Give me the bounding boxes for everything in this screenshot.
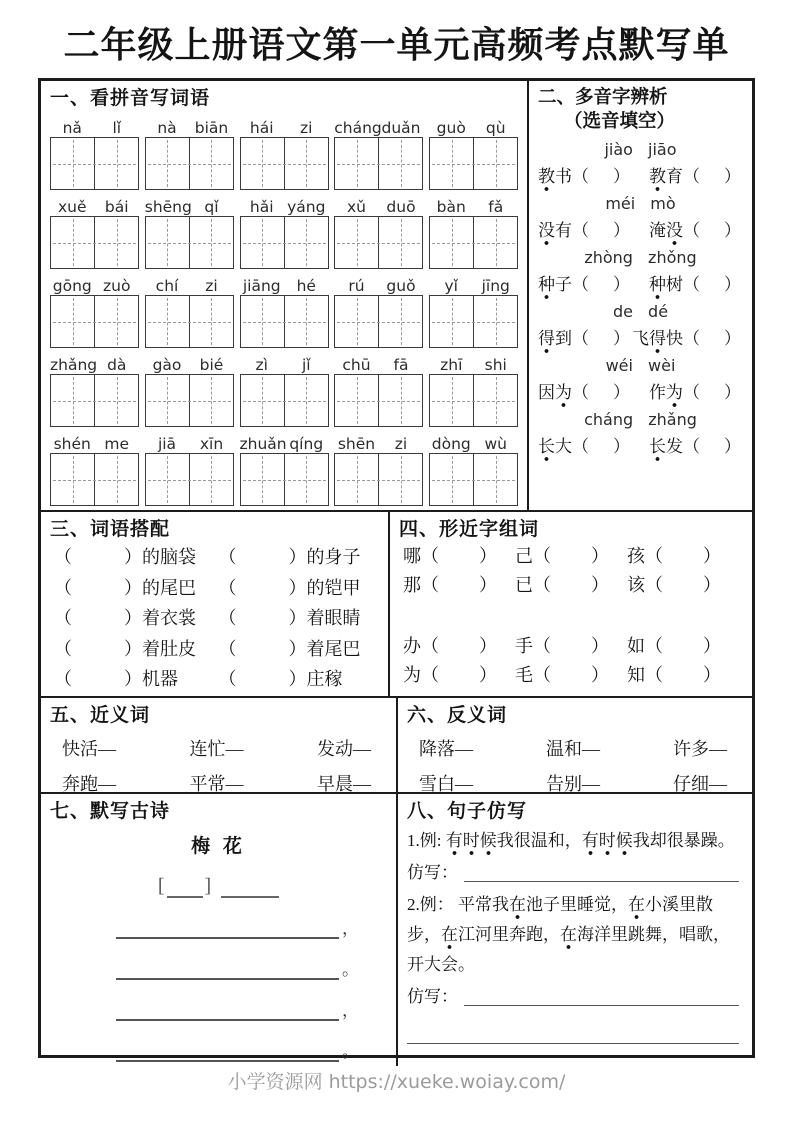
char-blank: 如 （ ）: [627, 636, 721, 656]
word-item: 仔细—: [673, 774, 727, 794]
word-item: 早晨—: [317, 774, 371, 794]
pinyin-word: [429, 112, 518, 190]
char-blank: 为 （ ）: [403, 665, 497, 685]
pinyin-word: [50, 349, 139, 427]
pinyin-word: [145, 428, 234, 506]
word-blank: 飞得快 （ ）: [632, 327, 741, 350]
writing-grid[interactable]: [145, 295, 234, 348]
word-blank: 因为 （ ）: [538, 381, 630, 404]
section-antonyms: [398, 698, 752, 792]
char-blank: 已 （ ）: [515, 575, 609, 595]
polyphonic-pair: [538, 219, 743, 242]
pinyin-row: [50, 112, 518, 190]
pronunciation-options: jiào jiāo: [604, 140, 677, 159]
writing-grid[interactable]: [429, 295, 518, 348]
char-blank: 那 （ ）: [403, 575, 497, 595]
pinyin-syllable: xuě: [57, 198, 87, 216]
row-sections-1-2: [41, 81, 752, 512]
pinyin-syllable: chū: [342, 356, 371, 374]
pinyin-syllable: bàn: [436, 198, 466, 216]
section2-subheading: （选音填空）: [564, 112, 676, 132]
poem-author-line: [50, 874, 387, 898]
pinyin-word: [334, 191, 423, 269]
writing-grid[interactable]: [429, 453, 518, 506]
matching-right-column: [215, 542, 380, 695]
writing-grid[interactable]: [334, 453, 423, 506]
author-name-blank[interactable]: [221, 880, 279, 898]
word-blank: 得到 （ ）: [538, 327, 630, 350]
pinyin-row: [50, 270, 518, 348]
pinyin-syllable: shi: [484, 356, 507, 374]
pinyin-syllable: yáng: [287, 198, 326, 216]
pronunciation-options: zhòng zhǒng: [584, 248, 697, 267]
pinyin-syllable: lǐ: [112, 119, 122, 137]
pinyin-syllable: zhuǎn: [239, 435, 287, 453]
writing-grid[interactable]: [50, 374, 139, 427]
pinyin-syllable: jīng: [481, 277, 510, 295]
poem-line-blank[interactable]: [116, 1052, 339, 1062]
bracket-open: [: [157, 875, 165, 897]
word-blank: 作为 （ ）: [649, 381, 741, 404]
word-item: 许多—: [673, 739, 727, 759]
writing-grid[interactable]: [50, 216, 139, 269]
pinyin-word: [50, 428, 139, 506]
poem-line: ，: [116, 980, 359, 1021]
section-sentence-imitation: [398, 794, 752, 1066]
pinyin-syllable: cháng: [334, 119, 382, 137]
writing-grid[interactable]: [240, 137, 329, 190]
poem-line: 。: [116, 939, 359, 980]
matching-item: （ ） 庄稼: [218, 669, 343, 689]
word-item: 奔跑—: [62, 774, 116, 794]
pinyin-syllable: guò: [436, 119, 466, 137]
pinyin-word: [145, 112, 234, 190]
section-polyphonic: [529, 81, 752, 510]
pinyin-syllable: fā: [393, 356, 409, 374]
similar-char-row: [399, 571, 743, 600]
writing-grid[interactable]: [145, 137, 234, 190]
pinyin-word: [240, 191, 329, 269]
section5-heading: 五、近义词: [50, 705, 151, 726]
pinyin-row: [50, 428, 518, 506]
imitation-extra-blank[interactable]: [407, 1018, 739, 1044]
polyphonic-pair: [538, 381, 743, 404]
word-blank: 没有 （ ）: [538, 219, 630, 242]
section1-heading: 一、看拼音写词语: [50, 88, 211, 109]
pinyin-syllable: zi: [300, 119, 313, 137]
pronunciation-options: wéi wèi: [605, 356, 676, 375]
poem-line: 。: [116, 1021, 359, 1062]
pinyin-syllable: bái: [104, 198, 129, 216]
writing-grid[interactable]: [429, 137, 518, 190]
word-blank: 长大 （ ）: [538, 435, 630, 458]
pinyin-syllable: guǒ: [386, 277, 416, 295]
pinyin-word: [145, 349, 234, 427]
pinyin-word: [334, 428, 423, 506]
pinyin-word: [145, 191, 234, 269]
pinyin-syllable: zuò: [103, 277, 131, 295]
pinyin-syllable: qù: [485, 119, 506, 137]
matching-item: （ ） 着眼睛: [218, 608, 361, 628]
pinyin-word: [240, 112, 329, 190]
char-blank: 手 （ ）: [515, 636, 609, 656]
word-blank: 长发 （ ）: [649, 435, 741, 458]
polyphonic-pair: [538, 273, 743, 296]
pinyin-syllable: qǐ: [204, 198, 219, 216]
pinyin-syllable: nà: [157, 119, 177, 137]
section-similar-characters: [390, 512, 752, 696]
writing-grid[interactable]: [145, 374, 234, 427]
matching-left-column: [50, 542, 215, 695]
pinyin-syllable: qíng: [289, 435, 324, 453]
row-sections-5-6: [41, 698, 752, 794]
matching-item: （ ） 的尾巴: [54, 577, 196, 598]
pinyin-word: [334, 112, 423, 190]
imitation-line-1: 仿写：: [407, 858, 743, 888]
section-word-matching: [41, 512, 390, 696]
pinyin-word: [429, 191, 518, 269]
similar-char-row: [399, 542, 743, 571]
antonym-row: [407, 735, 743, 763]
bracket-close: ]: [204, 875, 212, 897]
pinyin-syllable: duō: [386, 198, 416, 216]
pronunciation-options: de dé: [612, 302, 669, 321]
pinyin-syllable: shén: [53, 435, 91, 453]
pinyin-word: [50, 191, 139, 269]
writing-grid[interactable]: [240, 295, 329, 348]
matching-item: （ ） 着衣裳: [54, 608, 196, 628]
word-item: 降落—: [419, 739, 473, 759]
similar-char-row: [399, 661, 743, 690]
polyphonic-pair: [538, 327, 743, 350]
poem-title: 梅 花: [191, 836, 246, 857]
section-synonyms: [41, 698, 398, 792]
pinyin-syllable: wù: [484, 435, 507, 453]
poem-line-blank[interactable]: [116, 1011, 339, 1021]
writing-grid[interactable]: [50, 137, 139, 190]
poem-line: ，: [116, 898, 359, 939]
pinyin-syllable: zhī: [440, 356, 463, 374]
section3-heading: 三、词语搭配: [50, 519, 171, 540]
matching-item: （ ） 着尾巴: [218, 638, 361, 659]
section2-heading: 二、多音字辨析: [538, 88, 668, 108]
writing-grid[interactable]: [50, 453, 139, 506]
example-sentence-1: 1.例: 有时候我很温和，有时候我却很暴躁。: [407, 826, 743, 856]
pinyin-word: [429, 270, 518, 348]
example-sentence-2: 2.例： 平常我在池子里睡觉，在小溪里散步，在江河里奔跑，在海洋里跳舞，唱歌，开大会。: [407, 895, 730, 974]
matching-item: （ ） 的铠甲: [218, 577, 361, 598]
similar-char-row: [399, 632, 743, 661]
pinyin-syllable: bié: [199, 356, 224, 374]
word-blank: 淹没 （ ）: [649, 219, 741, 242]
pinyin-syllable: hǎi: [249, 198, 274, 216]
section-pinyin-words: [41, 81, 529, 510]
pinyin-word: [334, 349, 423, 427]
word-item: 连忙—: [189, 739, 244, 759]
pinyin-syllable: chí: [155, 277, 179, 295]
writing-grid[interactable]: [429, 216, 518, 269]
section4-heading: 四、形近字组词: [399, 519, 540, 540]
section6-heading: 六、反义词: [407, 705, 508, 726]
char-blank: 知 （ ）: [627, 665, 721, 685]
word-item: 告别—: [546, 774, 600, 794]
pinyin-syllable: shēng: [144, 198, 192, 216]
char-blank: 己 （ ）: [515, 546, 609, 566]
section-poem-dictation: [41, 794, 398, 1066]
pinyin-syllable: duǎn: [381, 119, 421, 137]
writing-grid[interactable]: [145, 216, 234, 269]
word-item: 发动—: [317, 739, 371, 759]
pinyin-syllable: rú: [348, 277, 365, 295]
matching-item: （ ） 机器: [54, 669, 178, 689]
word-blank: 种子 （ ）: [538, 273, 630, 296]
char-blank: 孩 （ ）: [627, 546, 721, 566]
pinyin-word: [429, 349, 518, 427]
site-watermark: 小学资源网 https://xueke.woiay.com/: [227, 1071, 566, 1093]
pinyin-word: [50, 112, 139, 190]
writing-grid[interactable]: [145, 453, 234, 506]
writing-grid[interactable]: [50, 295, 139, 348]
pinyin-word: [240, 270, 329, 348]
polyphonic-pair: [538, 165, 743, 188]
writing-grid[interactable]: [429, 374, 518, 427]
worksheet-table: [38, 78, 755, 1061]
matching-item: （ ） 着肚皮: [54, 638, 196, 659]
poem-line-blank[interactable]: [116, 929, 339, 939]
pinyin-syllable: zì: [255, 356, 268, 374]
section7-heading: 七、默写古诗: [50, 801, 171, 822]
pinyin-syllable: dòng: [431, 435, 471, 453]
pinyin-syllable: fǎ: [488, 198, 504, 216]
pinyin-syllable: zi: [394, 435, 408, 453]
writing-grid[interactable]: [240, 216, 329, 269]
pinyin-syllable: jǐ: [301, 356, 311, 374]
pinyin-syllable: hái: [249, 119, 274, 137]
writing-grid[interactable]: [240, 374, 329, 427]
pinyin-syllable: gào: [152, 356, 182, 374]
writing-grid[interactable]: [334, 374, 423, 427]
pinyin-syllable: shēn: [337, 435, 376, 453]
poem-line-blank[interactable]: [116, 970, 339, 980]
word-blank: 教育 （ ）: [649, 165, 741, 188]
word-item: 平常—: [189, 774, 244, 794]
word-item: 温和—: [546, 739, 600, 759]
pinyin-syllable: nǎ: [62, 119, 82, 137]
pinyin-syllable: yǐ: [444, 277, 458, 295]
pinyin-syllable: hé: [296, 277, 316, 295]
word-blank: 种树 （ ）: [649, 273, 741, 296]
word-item: 快活—: [62, 739, 116, 759]
pinyin-word: [334, 270, 423, 348]
section8-heading: 八、句子仿写: [407, 801, 528, 822]
char-blank: 毛 （ ）: [515, 665, 609, 685]
writing-grid[interactable]: [334, 295, 423, 348]
word-blank: 教书 （ ）: [538, 165, 630, 188]
writing-grid[interactable]: [334, 137, 423, 190]
polyphonic-pair: [538, 435, 743, 458]
pinyin-syllable: jiāng: [242, 277, 281, 295]
pinyin-syllable: jiā: [157, 435, 177, 453]
pinyin-syllable: gōng: [52, 277, 92, 295]
pinyin-syllable: biān: [194, 119, 229, 137]
writing-grid[interactable]: [334, 216, 423, 269]
pinyin-word: [429, 428, 518, 506]
row-sections-3-4: [41, 512, 752, 698]
imitation-line-2: 仿写：: [407, 982, 743, 1012]
pinyin-syllable: xǔ: [347, 198, 366, 216]
pronunciation-options: méi mò: [605, 194, 676, 213]
pinyin-row: [50, 191, 518, 269]
pinyin-word: [145, 270, 234, 348]
writing-grid[interactable]: [240, 453, 329, 506]
pinyin-syllable: me: [104, 435, 130, 453]
pinyin-word: [240, 349, 329, 427]
row-sections-7-8: [41, 794, 752, 1066]
char-blank: 哪 （ ）: [403, 546, 497, 566]
pinyin-syllable: zi: [205, 277, 218, 295]
matching-item: （ ） 的脑袋: [54, 547, 196, 567]
imitation-blank[interactable]: [464, 874, 739, 882]
page-title: 二年级上册语文第一单元高频考点默写单: [63, 25, 730, 65]
pinyin-syllable: dà: [107, 356, 127, 374]
imitation-blank[interactable]: [464, 998, 739, 1006]
pinyin-row: [50, 349, 518, 427]
pinyin-word: [240, 428, 329, 506]
char-blank: 该 （ ）: [627, 575, 721, 595]
pinyin-syllable: xīn: [199, 435, 224, 453]
char-blank: 办 （ ）: [403, 636, 497, 656]
author-dynasty-blank[interactable]: [167, 880, 203, 898]
pinyin-syllable: zhǎng: [50, 356, 98, 374]
pinyin-word: [50, 270, 139, 348]
synonym-row: [50, 735, 387, 763]
pronunciation-options: cháng zhǎng: [584, 410, 697, 429]
matching-item: （ ） 的身子: [218, 547, 361, 567]
word-item: 雪白—: [419, 774, 473, 794]
